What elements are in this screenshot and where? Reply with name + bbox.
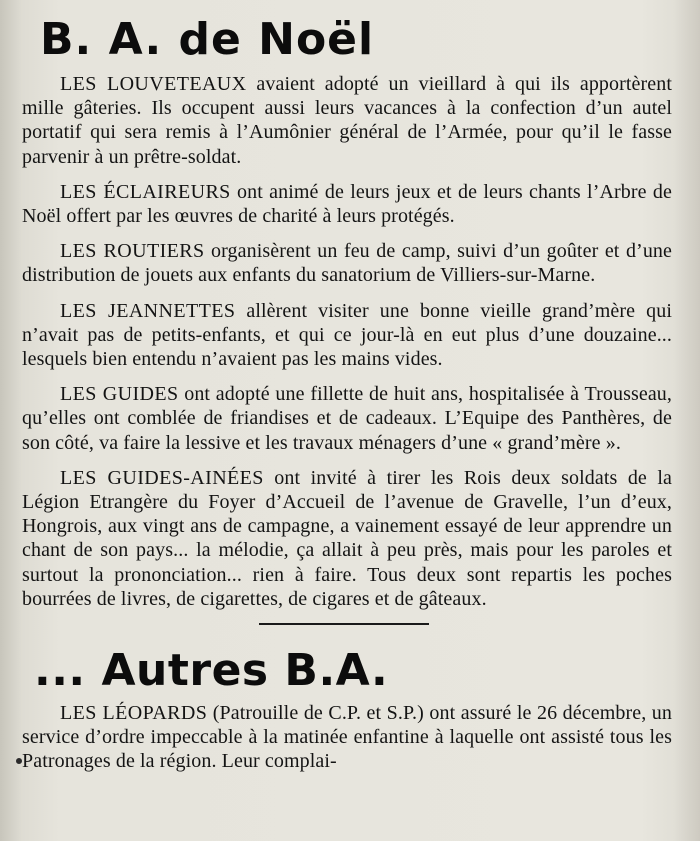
paragraph-text: (Patrouille de C.P. et S.P.) ont assuré le 26 décembre, un service d’ordre impeccable à la matinée enfantine à laquelle ont assisté tous les Patronages de la région. Leur complai- <box>22 702 673 773</box>
paragraph-eclaireurs <box>22 180 672 228</box>
section-title-autres-ba: ... Autres B.A. <box>34 645 389 697</box>
paragraph-jeannettes <box>22 299 672 372</box>
paragraph-text: avaient adopté un vieillard à qui ils apportèrent mille gâteries. Ils occupent aussi leurs vacances à la confection d’un autel portatif qui sera remis à l’Aumônier général de l’Armée, pour qu’il le fasse parvenir à un prêtre-soldat. <box>22 73 673 168</box>
paragraph-routiers <box>22 239 672 287</box>
paragraph-lead: LES LÉOPARDS <box>60 702 208 725</box>
paragraph-guides-ainees <box>22 466 672 611</box>
paragraph-lead: LES LOUVETEAUX <box>60 73 247 95</box>
paragraph-text: ont animé de leurs jeux et de leurs chants l’Arbre de Noël offert par les œuvres de charité à leurs protégés. <box>22 180 672 228</box>
article <box>22 14 672 785</box>
section-divider <box>259 623 429 625</box>
paragraph-lead: LES ÉCLAIREURS <box>60 180 231 203</box>
paragraph-text: ont adopté une fillette de huit ans, hospitalisée à Trousseau, qu’elles ont comblée de friandises et de cadeaux. L’Equipe des Panthères, de son côté, va faire la lessive et les travaux ménagers d’une « grand’mère ». <box>22 383 673 454</box>
paragraph-lead: LES GUIDES-AINÉES <box>60 466 264 489</box>
paragraph-leopards <box>22 701 672 774</box>
paragraph-guides <box>22 382 672 455</box>
paragraph-text: allèrent visiter une bonne vieille grand’mère qui n’avait pas de petits-enfants, et qui ce jour-là en eut plus d’une douzaine... lesquels bien entendu n’avaient pas les mains vides. <box>22 299 672 371</box>
section-title-bonnes-actions-noel: B. A. de Noël <box>40 14 375 65</box>
paragraph-lead: LES GUIDES <box>60 383 179 406</box>
paragraph-louveteaux <box>22 72 672 169</box>
paragraph-text: ont invité à tirer les Rois deux soldats de la Légion Etrangère du Foyer d’Accueil de l’avenue de Gravelle, l’un d’eux, Hongrois, aux vingt ans de campagne, a vainement essayé de leur apprendre un chant de son pays... la mélodie, ça allait à peu près, mais pour les paroles et surtout la prononciation... rien à faire. Tous deux sont repartis les poches bourrées de livres, de cigarettes, de cigares et de gâteaux. <box>22 466 672 610</box>
paragraph-text: organisèrent un feu de camp, suivi d’un goûter et d’une distribution de jouets aux enfants du sanatorium de Villiers-sur-Marne. <box>22 240 672 287</box>
page-edge-shadow <box>674 0 700 841</box>
paragraph-lead: LES ROUTIERS <box>60 240 205 263</box>
paragraph-lead: LES JEANNETTES <box>60 299 236 322</box>
